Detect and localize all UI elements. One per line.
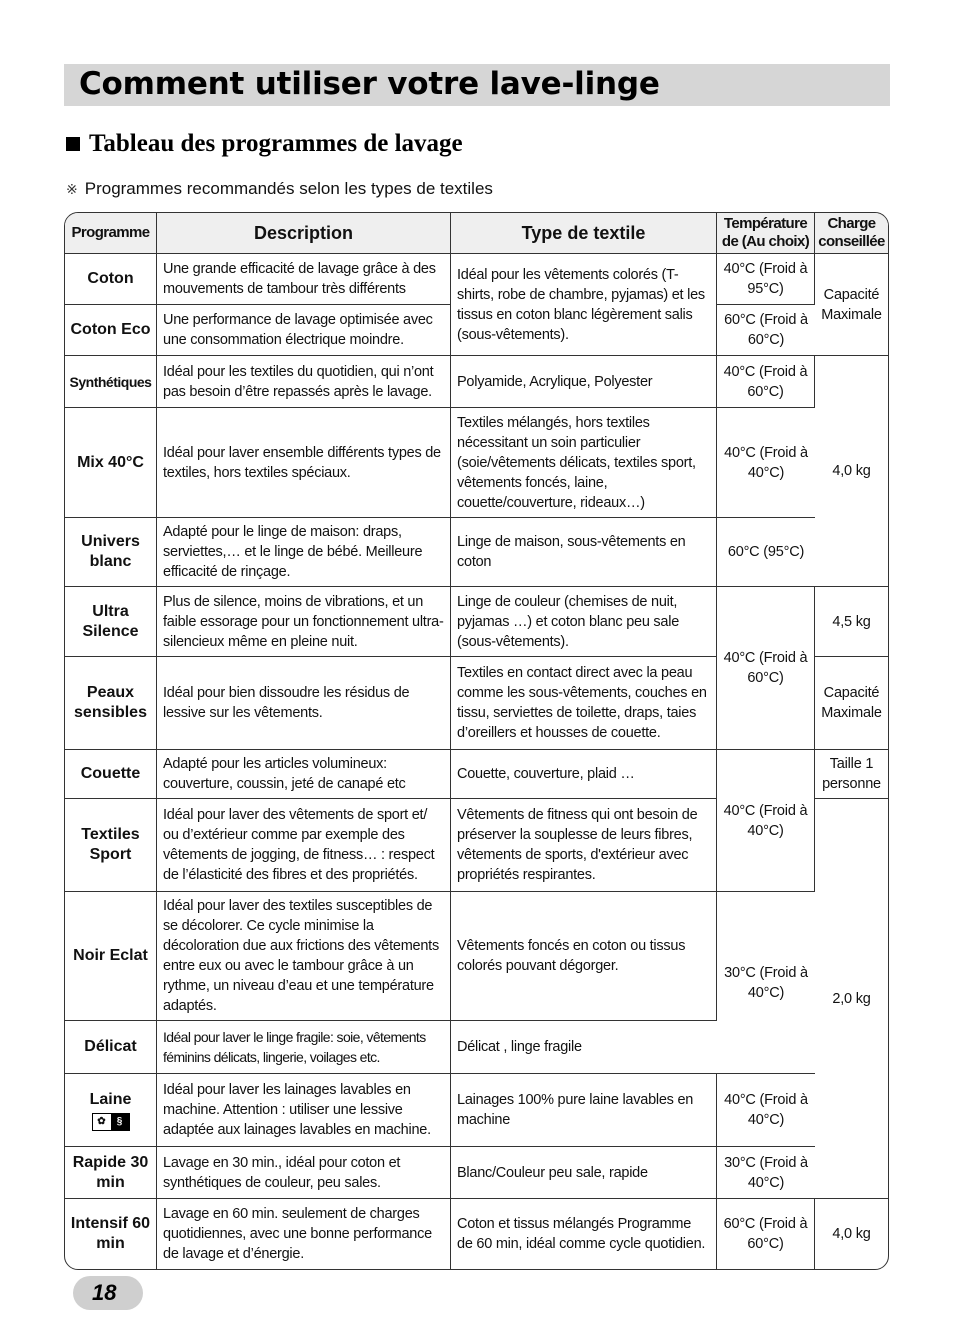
programme-cell: Coton Eco <box>65 305 157 356</box>
table-row <box>65 356 888 408</box>
description-cell: Une grande efficacité de lavage grâce à des mouvements de tambour très différents <box>157 254 451 305</box>
col-header-charge <box>815 213 888 254</box>
table-row <box>65 892 888 1021</box>
description-cell: Idéal pour bien dissoudre les résidus de lessive sur les vêtements. <box>157 657 451 750</box>
description-cell: Plus de silence, moins de vibrations, et un faible essorage pour un fonctionnement ultra-silencieux même en pleine nuit. <box>157 587 451 657</box>
charge-header-line2: conseillée <box>818 233 885 250</box>
programme-cell <box>65 1074 157 1147</box>
temperature-cell: 40°C (Froid à 95°C) <box>717 254 815 305</box>
type-cell: Linge de maison, sous-vêtements en coton <box>451 518 717 587</box>
type-cell: Vêtements foncés en coton ou tissus colorés pouvant dégorger. <box>451 892 717 1021</box>
programme-cell: Noir Eclat <box>65 892 157 1021</box>
table-row <box>65 254 888 305</box>
description-cell: Lavage en 60 min. seulement de charges quotidiennes, avec une bonne performance de lavage et d’énergie. <box>157 1199 451 1269</box>
temperature-cell: 40°C (Froid à 40°C) <box>717 408 815 518</box>
charge-cell: 4,5 kg <box>815 587 888 657</box>
type-cell: Vêtements de fitness qui ont besoin de préserver la souplesse de leurs fibres, vêtements de sports, d'extérieur avec propriétés respirantes. <box>451 799 717 892</box>
description-cell: Idéal pour les textiles du quotidien, qui n’ont pas besoin d’être repassés après le lavage. <box>157 356 451 408</box>
temperature-cell: 60°C (Froid à 60°C) <box>717 1199 815 1269</box>
charge-cell: 4,0 kg <box>832 1226 871 1242</box>
wool-symbol-icon: § <box>111 1114 129 1130</box>
charge-header-line1: Charge <box>827 215 876 232</box>
type-cell: Délicat , linge fragile <box>451 1021 717 1074</box>
table-row <box>65 518 888 587</box>
programme-cell: Mix 40°C <box>65 408 157 518</box>
charge-cell: Taille 1 personne <box>815 750 888 799</box>
programme-cell: Ultra Silence <box>65 587 157 657</box>
temp-header-line1: Température <box>723 215 808 232</box>
type-cell: Coton et tissus mélangés Programme de 60 min, idéal comme cycle quotidien. <box>451 1199 717 1269</box>
type-cell: Textiles mélangés, hors textiles nécessitant un soin particulier (soie/vêtements délicats, textiles sport, vêtements foncés, laine, couette/couverture, rideaux…) <box>451 408 717 518</box>
description-cell: Une performance de lavage optimisée avec une consommation électrique moindre. <box>157 305 451 356</box>
programme-cell: Textiles Sport <box>65 799 157 892</box>
programme-cell: Intensif 60 min <box>65 1199 157 1269</box>
charge-cell: Capacité Maximale <box>815 254 888 356</box>
table-row <box>65 1074 888 1147</box>
description-cell: Adapté pour les articles volumineux: couverture, coussin, jeté de canapé etc <box>157 750 451 799</box>
programme-label: Laine <box>89 1090 132 1108</box>
section-heading <box>66 129 463 159</box>
square-bullet-icon <box>66 137 80 151</box>
type-cell: Linge de couleur (chemises de nuit, pyjamas …) et coton blanc peu sale (sous-vêtements). <box>451 587 717 657</box>
programme-cell: Couette <box>65 750 157 799</box>
temp-header-line2: de (Au choix) <box>721 233 810 250</box>
description-cell: Idéal pour laver des vêtements de sport et/ ou d’extérieur comme par exemple des vêtements de jogging, de fitness… : respect de l’élasticité des fibres et des propriétés. <box>157 799 451 892</box>
type-cell: Couette, couverture, plaid … <box>451 750 717 799</box>
programme-cell: Rapide 30 min <box>65 1147 157 1199</box>
charge-cell: 2,0 kg <box>815 799 888 1199</box>
page-number: 18 <box>92 1280 117 1305</box>
table-row <box>65 1147 888 1199</box>
programme-cell: Coton <box>65 254 157 305</box>
title-bar <box>64 64 890 106</box>
section-title: Tableau des programmes de lavage <box>89 130 463 157</box>
temperature-cell: 30°C (Froid à 40°C) <box>717 1147 815 1199</box>
programs-table <box>64 212 889 1270</box>
table-row <box>65 750 888 799</box>
type-cell: Blanc/Couleur peu sale, rapide <box>451 1147 717 1199</box>
temperature-cell: 60°C (95°C) <box>717 518 815 587</box>
temperature-cell: 60°C (Froid à 60°C) <box>717 305 815 356</box>
temperature-cell: 30°C (Froid à 40°C) <box>717 892 815 1074</box>
programme-cell: Peaux sensibles <box>65 657 157 750</box>
description-cell: Adapté pour le linge de maison: draps, serviettes,… et le linge de bébé. Meilleure efficacité de rinçage. <box>157 518 451 587</box>
programme-cell: Univers blanc <box>65 518 157 587</box>
note-text: Programmes recommandés selon les types de textiles <box>84 179 493 198</box>
table-row <box>65 1199 888 1269</box>
description-cell: Idéal pour laver ensemble différents types de textiles, hors textiles spéciaux. <box>157 408 451 518</box>
wool-ball-icon: ✿ <box>97 1115 106 1127</box>
temperature-cell: 40°C (Froid à 40°C) <box>717 1074 815 1147</box>
description-cell: Idéal pour laver les lainages lavables en machine. Attention : utiliser une lessive adaptée aux lainages lavables en machine. <box>157 1074 451 1147</box>
col-header-description: Description <box>157 213 451 254</box>
temperature-cell: 40°C (Froid à 60°C) <box>717 356 815 408</box>
type-cell: Textiles en contact direct avec la peau comme les sous-vêtements, couches en tissu, serviettes de toilette, draps, taies d’oreillers et housses de couette. <box>451 657 717 750</box>
reference-mark-icon: ※ <box>66 180 78 197</box>
col-header-temperature <box>717 213 815 254</box>
programme-cell: Synthétiques <box>65 356 157 408</box>
note <box>66 179 493 199</box>
type-cell: Lainages 100% pure laine lavables en machine <box>451 1074 717 1147</box>
woolmark-icon <box>92 1113 130 1131</box>
temperature-cell: 40°C (Froid à 60°C) <box>717 587 815 750</box>
description-cell: Lavage en 30 min., idéal pour coton et synthétiques de couleur, peu sales. <box>157 1147 451 1199</box>
type-cell: Polyamide, Acrylique, Polyester <box>451 356 717 408</box>
description-cell: Idéal pour laver le linge fragile: soie, vêtements féminins délicats, lingerie, voilages etc. <box>157 1021 451 1074</box>
charge-cell: Capacité Maximale <box>815 657 888 750</box>
type-cell: Idéal pour les vêtements colorés (T-shirts, robe de chambre, pyjamas) et les tissus en coton blanc légèrement salis (sous-vêtements). <box>451 254 717 356</box>
description-cell: Idéal pour laver des textiles susceptibles de se décolorer. Ce cycle minimise la décoloration due aux frictions des vêtements entre eux ou avec le tambour grâce à un rythme, un niveau d’eau et une température adaptés. <box>157 892 451 1021</box>
col-header-type: Type de textile <box>451 213 717 254</box>
page-title: Comment utiliser votre lave-linge <box>79 66 660 102</box>
programme-cell: Délicat <box>65 1021 157 1074</box>
charge-cell: 4,0 kg <box>815 356 888 587</box>
table-row <box>65 587 888 657</box>
table-row <box>65 408 888 518</box>
table-header-row <box>65 213 888 254</box>
temperature-cell: 40°C (Froid à 40°C) <box>717 750 815 892</box>
col-header-programme: Programme <box>65 213 157 254</box>
